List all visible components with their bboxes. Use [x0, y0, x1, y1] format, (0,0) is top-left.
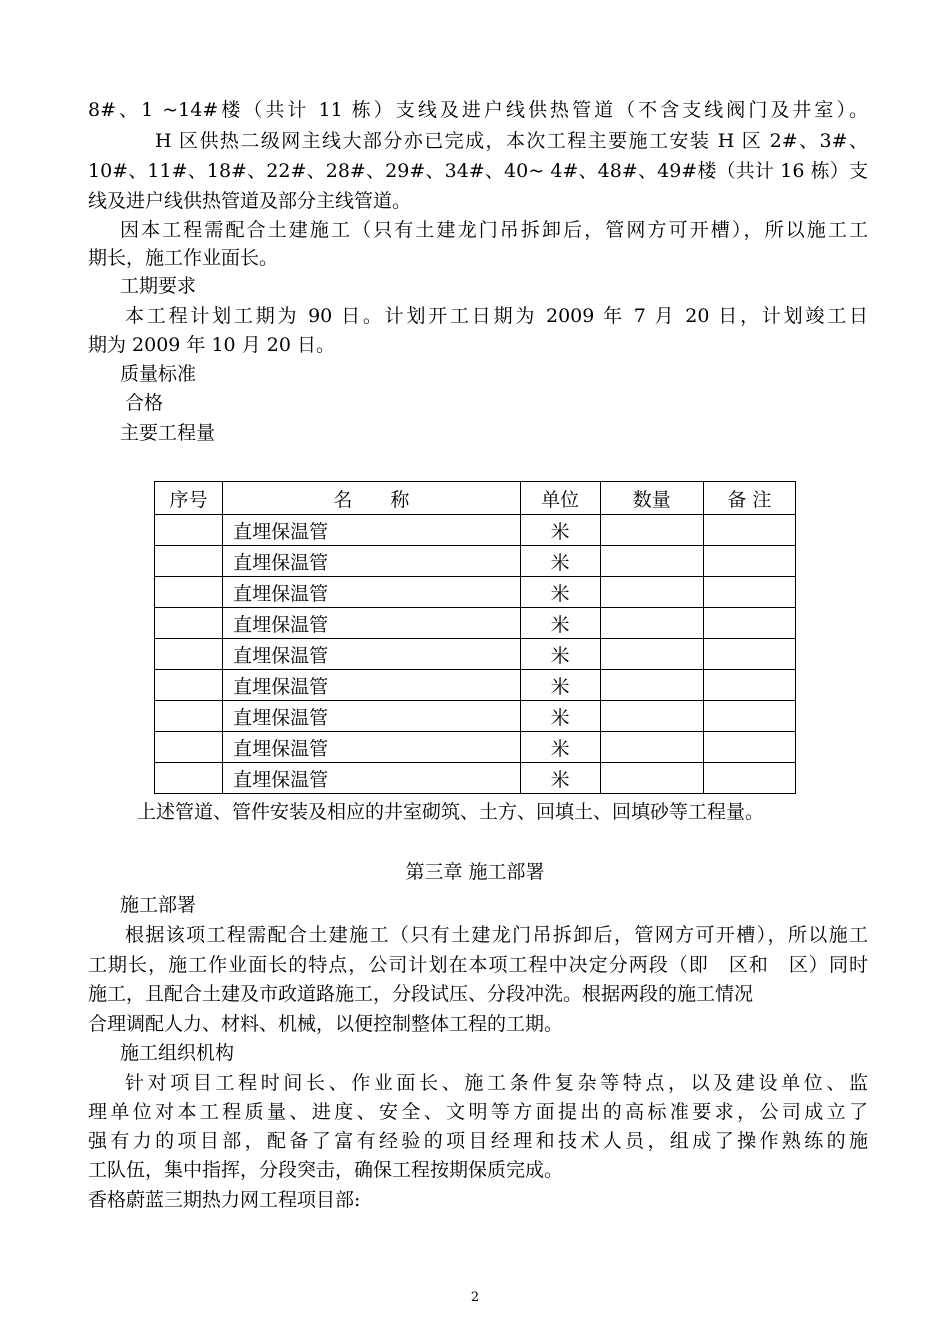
cell-unit: 米 [520, 701, 600, 732]
cell-qty [600, 577, 703, 608]
chapter-title: 第三章 施工部署 [405, 861, 545, 883]
cell-unit: 米 [520, 732, 600, 763]
paragraph-line: 针对项目工程时间长、作业面长、施工条件复杂等特点，以及建设单位、监 [125, 1072, 868, 1094]
paragraph-line: 期长，施工作业面长。 [88, 247, 279, 269]
section-heading: 工期要求 [120, 275, 197, 297]
quantities-table [154, 481, 796, 794]
cell-name: 直埋保温管 [223, 732, 520, 763]
cell-seq [155, 701, 223, 732]
cell-note [703, 639, 795, 670]
cell-qty [600, 639, 703, 670]
cell-unit: 米 [520, 670, 600, 701]
paragraph-line: 根据该项工程需配合土建施工（只有土建龙门吊拆卸后，管网方可开槽），所以施工 [125, 924, 868, 946]
cell-unit: 米 [520, 546, 600, 577]
cell-seq [155, 546, 223, 577]
cell-name: 直埋保温管 [223, 763, 520, 794]
cell-qty [600, 608, 703, 639]
cell-qty [600, 546, 703, 577]
paragraph-line: 理单位对本工程质量、进度、安全、文明等方面提出的高标准要求，公司成立了 [88, 1101, 868, 1123]
paragraph-line: 10#、11#、18#、22#、28#、29#、34#、40~ 4#、48#、49#楼（共计 16 栋）支 [88, 160, 868, 182]
cell-name: 直埋保温管 [223, 608, 520, 639]
cell-unit: 米 [520, 639, 600, 670]
cell-qty [600, 732, 703, 763]
cell-seq [155, 577, 223, 608]
header-qty: 数量 [600, 482, 703, 515]
table-row [155, 515, 796, 546]
paragraph-line: 合理调配人力、材料、机械，以便控制整体工程的工期。 [88, 1013, 564, 1035]
cell-qty [600, 670, 703, 701]
cell-note [703, 577, 795, 608]
header-name: 名 称 [223, 482, 520, 515]
cell-qty [600, 763, 703, 794]
cell-name: 直埋保温管 [223, 670, 520, 701]
page-number: 2 [470, 1290, 480, 1305]
section-heading: 主要工程量 [120, 422, 216, 444]
cell-name: 直埋保温管 [223, 515, 520, 546]
table-row [155, 639, 796, 670]
cell-qty [600, 701, 703, 732]
table-note: 上述管道、管件安装及相应的井室砌筑、土方、回填土、回填砂等工程量。 [137, 801, 765, 823]
table-row [155, 763, 796, 794]
cell-note [703, 515, 795, 546]
table-row [155, 608, 796, 639]
table-header-row [155, 482, 796, 515]
header-unit: 单位 [520, 482, 600, 515]
cell-seq [155, 515, 223, 546]
cell-unit: 米 [520, 577, 600, 608]
cell-seq [155, 608, 223, 639]
cell-note [703, 608, 795, 639]
paragraph-line: 线及进户线供热管道及部分主线管道。 [88, 190, 412, 212]
paragraph-line: 本工程计划工期为 90 日。计划开工日期为 2009 年 7 月 20 日，计划竣工日 [125, 305, 868, 327]
cell-note [703, 670, 795, 701]
section-heading: 质量标准 [120, 363, 197, 385]
section-heading: 施工组织机构 [120, 1042, 235, 1064]
paragraph-line: H 区供热二级网主线大部分亦已完成，本次工程主要施工安装 H 区 2#、3#、 [155, 130, 868, 152]
cell-unit: 米 [520, 763, 600, 794]
cell-name: 直埋保温管 [223, 546, 520, 577]
table-row [155, 732, 796, 763]
paragraph-line: 因本工程需配合土建施工（只有土建龙门吊拆卸后，管网方可开槽），所以施工工 [120, 219, 868, 241]
cell-seq [155, 763, 223, 794]
cell-note [703, 701, 795, 732]
paragraph-line: 香格蔚蓝三期热力网工程项目部: [88, 1189, 361, 1211]
cell-note [703, 546, 795, 577]
cell-qty [600, 515, 703, 546]
cell-seq [155, 639, 223, 670]
paragraph-line: 工队伍，集中指挥，分段突击，确保工程按期保质完成。 [88, 1159, 564, 1181]
cell-unit: 米 [520, 608, 600, 639]
cell-name: 直埋保温管 [223, 639, 520, 670]
table-row [155, 546, 796, 577]
table-row [155, 670, 796, 701]
cell-note [703, 732, 795, 763]
header-seq: 序号 [155, 482, 223, 515]
cell-note [703, 763, 795, 794]
table-row [155, 701, 796, 732]
paragraph-line: 合格 [125, 392, 164, 414]
section-heading: 施工部署 [120, 894, 197, 916]
paragraph-line: 期为 2009 年 10 月 20 日。 [88, 334, 335, 356]
paragraph-line: 8#、1 ~14#楼（共计 11 栋）支线及进户线供热管道（不含支线阀门及井室）。 [88, 99, 868, 121]
cell-seq [155, 732, 223, 763]
paragraph-line: 强有力的项目部，配备了富有经验的项目经理和技术人员，组成了操作熟练的施 [88, 1130, 868, 1152]
table-row [155, 577, 796, 608]
cell-name: 直埋保温管 [223, 701, 520, 732]
cell-name: 直埋保温管 [223, 577, 520, 608]
header-note: 备 注 [703, 482, 795, 515]
cell-seq [155, 670, 223, 701]
cell-unit: 米 [520, 515, 600, 546]
paragraph-line: 施工，且配合土建及市政道路施工，分段试压、分段冲洗。根据两段的施工情况 [88, 983, 754, 1005]
paragraph-line: 工期长，施工作业面长的特点，公司计划在本项工程中决定分两段（即 区和 区）同时 [88, 954, 868, 976]
